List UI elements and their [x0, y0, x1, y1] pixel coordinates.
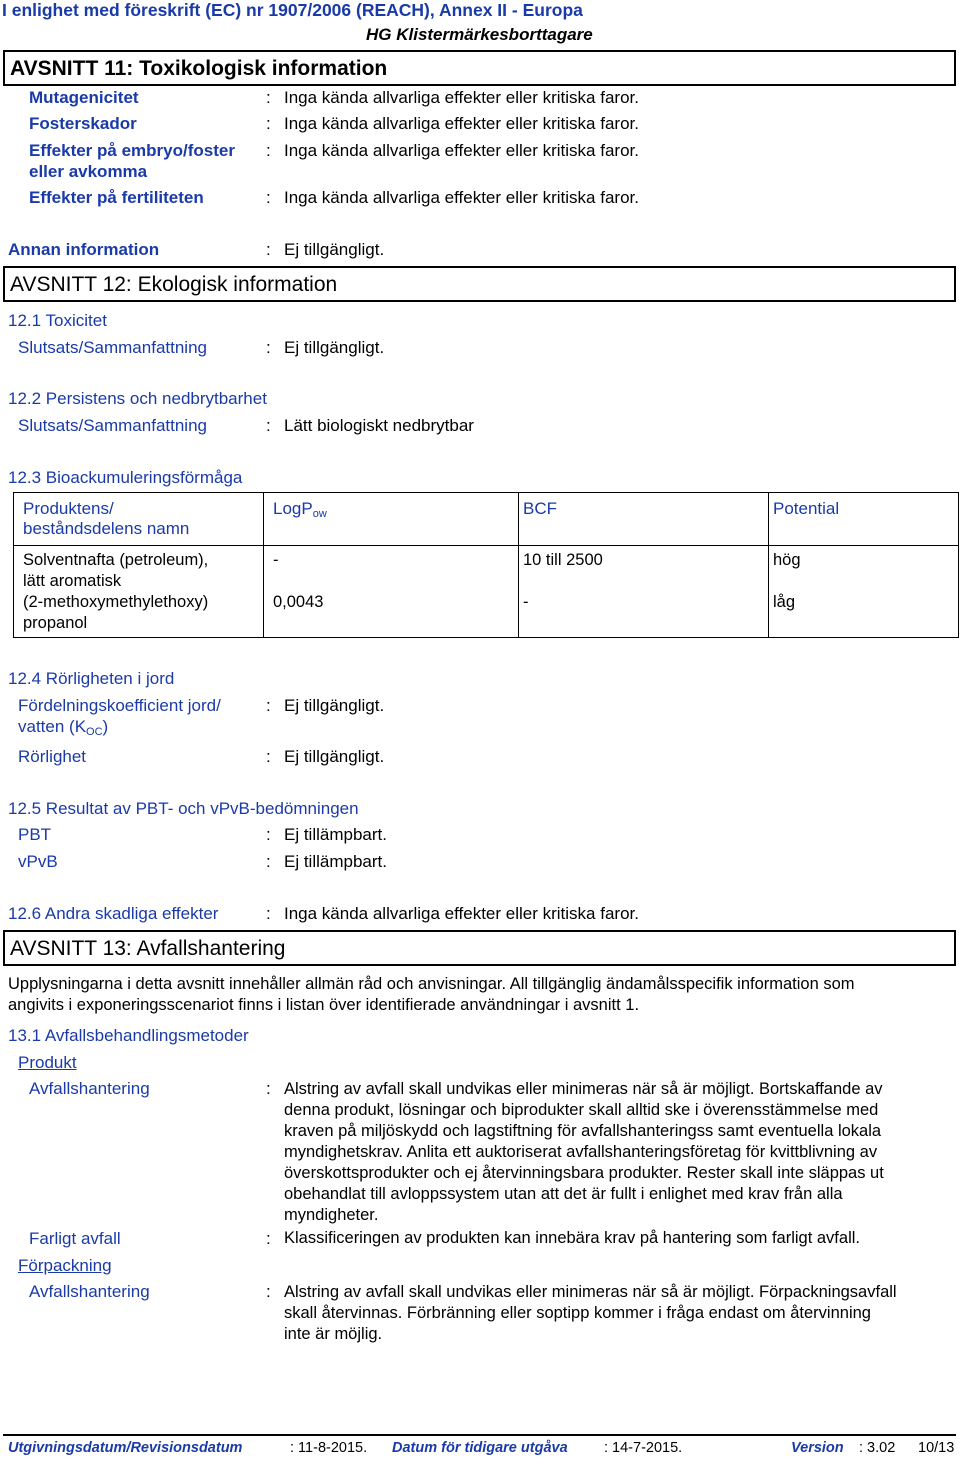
soil-mobility-heading: 12.4 Rörligheten i jord	[8, 669, 175, 688]
issue-date-label: Utgivningsdatum/Revisionsdatum	[8, 1440, 243, 1456]
teratogenicity-label: Fosterskador	[29, 114, 137, 133]
mobility-label: Rörlighet	[18, 747, 87, 766]
section-13-intro-line1: Upplysningarna i detta avsnitt innehåller allmän råd och anvisningar. All tillgänglig ändamålsspecifik information som	[8, 975, 855, 993]
persistence-conclusion-value: Lätt biologiskt nedbrytbar	[284, 416, 474, 435]
issue-date-value: : 11-8-2015.	[290, 1440, 368, 1456]
colon: :	[266, 696, 271, 715]
packaging-disposal-line: inte är möjlig.	[284, 1325, 383, 1343]
pbt-label: PBT	[18, 825, 52, 844]
persistence-conclusion-label: Slutsats/Sammanfattning	[18, 416, 207, 435]
colon: :	[266, 114, 271, 133]
disposal-line: kraven på miljöskydd och lagstiftning för avfallshanteringss samt eventuella lokala	[284, 1122, 882, 1140]
row2-bcf: -	[523, 593, 529, 611]
mobility-value: Ej tillgängligt.	[284, 747, 385, 766]
hazardous-waste-label: Farligt avfall	[29, 1229, 121, 1248]
footer-rule	[3, 1434, 956, 1436]
page-number: 10/13	[918, 1440, 955, 1456]
potential-cell	[769, 546, 959, 638]
disposal-line: denna produkt, lösningar och biprodukter skall alltid ske i överensstämmelse med	[284, 1101, 879, 1119]
row1-name-line2: lätt aromatisk	[23, 572, 122, 590]
name-cell	[14, 546, 264, 638]
row2-potential: låg	[773, 593, 796, 611]
koc-subscript: OC	[86, 726, 103, 738]
colon: :	[266, 904, 271, 923]
other-information-label: Annan information	[8, 240, 160, 259]
fertility-effects-label: Effekter på fertiliteten	[29, 188, 204, 207]
pbt-heading: 12.5 Resultat av PBT- och vPvB-bedömningen	[8, 799, 359, 818]
section-12-title: AVSNITT 12: Ekologisk information	[10, 273, 338, 296]
logp-cell	[264, 546, 519, 638]
hazardous-waste-value: Klassificeringen av produkten kan innebära krav på hantering som farligt avfall.	[284, 1229, 860, 1247]
version-value: : 3.02	[859, 1440, 896, 1456]
disposal-text	[284, 1079, 884, 1226]
row1-bcf: 10 till 2500	[523, 551, 603, 569]
section-13-title: AVSNITT 13: Avfallshantering	[10, 937, 286, 960]
colon: :	[266, 338, 271, 357]
vpvb-value: Ej tillämpbart.	[284, 852, 387, 871]
section-13-intro-line2: angivits i exponeringsscenariot finns i listan över identifierade användningar i avsnitt 1.	[8, 996, 640, 1014]
colon: :	[266, 852, 271, 871]
bcf-column-header	[519, 493, 769, 546]
bioaccumulation-table	[13, 492, 959, 638]
row1-name-line1: Solventnafta (petroleum),	[23, 551, 209, 569]
section-13-title-box	[3, 930, 956, 966]
name-column-header	[14, 493, 264, 546]
waste-treatment-heading: 13.1 Avfallsbehandlingsmetoder	[8, 1026, 249, 1045]
other-information-value: Ej tillgängligt.	[284, 240, 385, 259]
row1-potential: hög	[773, 551, 801, 569]
logp-header: LogP	[273, 499, 313, 518]
teratogenicity-value: Inga kända allvarliga effekter eller kritiska faror.	[284, 114, 639, 133]
previous-date-label: Datum för tidigare utgåva	[392, 1440, 568, 1456]
bioaccumulation-heading: 12.3 Bioackumuleringsförmåga	[8, 468, 243, 487]
row2-logp: 0,0043	[273, 593, 324, 611]
developmental-effects-label: Effekter på embryo/foster	[29, 141, 235, 160]
packaging-disposal-line: Alstring av avfall skall undvikas eller minimeras när så är möjligt. Förpackningsavfall	[284, 1283, 897, 1301]
previous-date-value: : 14-7-2015.	[604, 1440, 683, 1456]
disposal-line: myndigheter.	[284, 1206, 379, 1224]
colon: :	[266, 747, 271, 766]
colon: :	[266, 141, 271, 160]
product-name: HG Klistermärkesborttagare	[366, 25, 593, 44]
disposal-line: obehandlat till avloppssystem utan att det är fullt i enlighet med krav från alla	[284, 1185, 843, 1203]
toxicity-conclusion-value: Ej tillgängligt.	[284, 338, 385, 357]
packaging-heading: Förpackning	[18, 1256, 112, 1275]
pbt-value: Ej tillämpbart.	[284, 825, 387, 844]
koc-label-line1: Fördelningskoefficient jord/	[18, 696, 221, 715]
section-11-title-box	[3, 50, 956, 86]
bcf-header: BCF	[523, 499, 557, 518]
potential-column-header	[769, 493, 959, 546]
colon: :	[266, 188, 271, 207]
packaging-disposal-line: skall återvinnas. Förbränning eller soptipp kommer i fråga endast om återvinning	[284, 1304, 871, 1322]
section-12-title-box	[3, 266, 956, 302]
mutagenicity-label: Mutagenicitet	[29, 88, 139, 107]
koc-label-line2	[18, 717, 108, 738]
bcf-cell	[519, 546, 769, 638]
potential-header: Potential	[773, 499, 840, 518]
disposal-line: Alstring av avfall skall undvikas eller minimeras när så är möjligt. Bortskaffande av	[284, 1080, 883, 1098]
disposal-line: överskottsprodukter och ej återvinningsbara produkter. Rester skall inte släppas ut	[284, 1164, 884, 1182]
colon: :	[266, 240, 271, 259]
other-adverse-effects-value: Inga kända allvarliga effekter eller kritiska faror.	[284, 904, 639, 923]
disposal-line: myndighetskrav. Anlita ett auktoriserat avfallshanteringsföretag för kvittblivning av	[284, 1143, 878, 1161]
colon: :	[266, 88, 271, 107]
developmental-effects-label-line2: eller avkomma	[29, 162, 148, 181]
koc-value: Ej tillgängligt.	[284, 696, 385, 715]
product-heading: Produkt	[18, 1053, 77, 1072]
colon: :	[266, 825, 271, 844]
table-header-row	[14, 493, 959, 546]
table-row	[14, 546, 959, 638]
section-11-title: AVSNITT 11: Toxikologisk information	[10, 57, 388, 80]
persistence-heading: 12.2 Persistens och nedbrytbarhet	[8, 389, 267, 408]
row1-logp: -	[273, 551, 279, 569]
fertility-effects-value: Inga kända allvarliga effekter eller kritiska faror.	[284, 188, 639, 207]
packaging-disposal-text	[284, 1282, 897, 1345]
version-label: Version	[791, 1440, 844, 1456]
colon: :	[266, 1282, 271, 1301]
logp-column-header	[264, 493, 519, 546]
mutagenicity-value: Inga kända allvarliga effekter eller kritiska faror.	[284, 88, 639, 107]
name-header-line1: Produktens/	[23, 499, 114, 518]
developmental-effects-value: Inga kända allvarliga effekter eller kritiska faror.	[284, 141, 639, 160]
row2-name-line2: propanol	[23, 614, 88, 632]
toxicity-conclusion-label: Slutsats/Sammanfattning	[18, 338, 207, 357]
koc-label-close: )	[102, 717, 109, 736]
regulation-header: I enlighet med föreskrift (EC) nr 1907/2006 (REACH), Annex II - Europa	[2, 0, 583, 20]
vpvb-label: vPvB	[18, 852, 58, 871]
row2-name-line1: (2-methoxymethylethoxy)	[23, 593, 209, 611]
packaging-disposal-label: Avfallshantering	[29, 1282, 150, 1301]
toxicity-heading: 12.1 Toxicitet	[8, 311, 107, 330]
colon: :	[266, 1079, 271, 1098]
colon: :	[266, 1229, 271, 1248]
other-adverse-effects-heading: 12.6 Andra skadliga effekter	[8, 904, 219, 923]
logp-subscript: ow	[312, 508, 327, 520]
name-header-line2: beståndsdelens namn	[23, 519, 190, 538]
colon: :	[266, 416, 271, 435]
disposal-label: Avfallshantering	[29, 1079, 150, 1098]
koc-label-line2-text: vatten (K	[18, 717, 87, 736]
